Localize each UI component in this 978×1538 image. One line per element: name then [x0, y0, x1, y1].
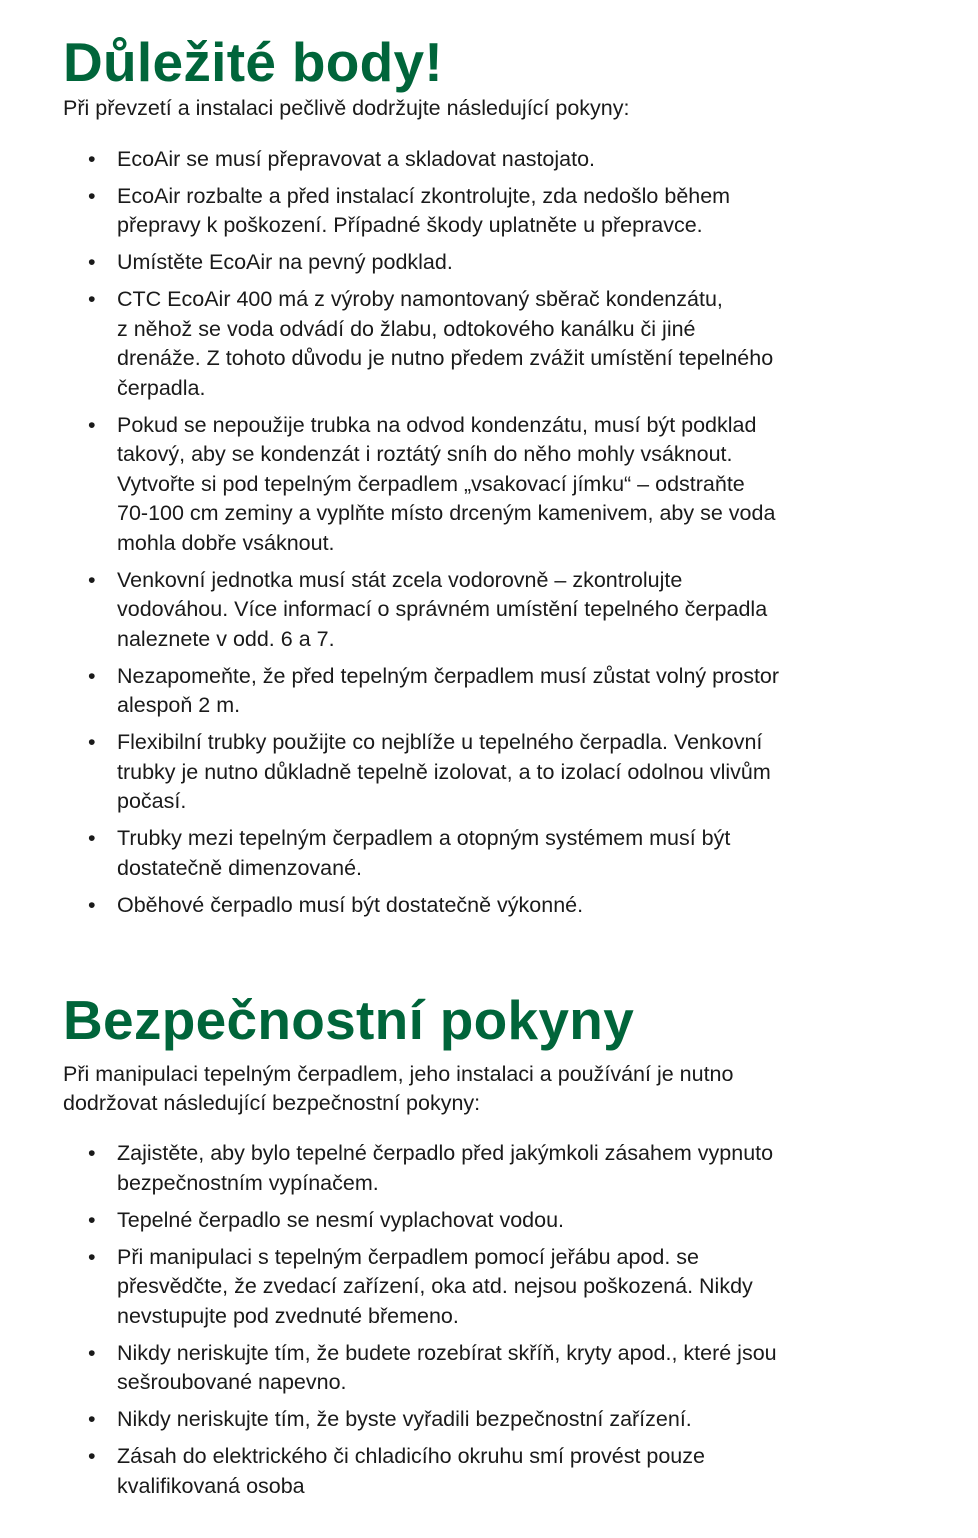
list-item-text: Tepelné čerpadlo se nesmí vyplachovat vodou.	[117, 1207, 564, 1232]
list-item	[63, 566, 978, 655]
list-item-text: CTC EcoAir 400 má z výroby namontovaný sběrač kondenzátu, z něhož se voda odvádí do žlabu, odtokového kanálku či jiné drenáže. Z tohoto důvodu je nutno předem zvážit umístění tepelného čerpadla.	[117, 287, 774, 400]
important-points-list	[63, 145, 978, 921]
list-item	[63, 1405, 978, 1435]
list-item	[63, 891, 978, 921]
section-title: Bezpečnostní pokyny	[63, 989, 635, 1051]
bullet-icon: •	[88, 892, 96, 917]
list-item	[63, 1442, 978, 1501]
bullet-icon: •	[88, 146, 96, 171]
bullet-icon: •	[88, 1407, 96, 1431]
list-item	[63, 1243, 978, 1332]
list-item	[63, 285, 978, 403]
list-item-text: Pokud se nepoužije trubka na odvod kondenzátu, musí být podklad takový, aby se kondenzát i roztátý sníh do něho mohly vsáknout. Vytvořte si pod tepelným čerpadlem „vsakovací jímku“ – odstraňte 70-100 cm zeminy a vyplňte místo drceným kamenivem, aby se voda mohla dobře vsáknout.	[117, 412, 776, 555]
bullet-icon: •	[88, 1340, 96, 1365]
bullet-icon: •	[88, 663, 96, 688]
safety-instructions-section	[63, 989, 978, 1501]
section-intro: Při manipulaci tepelným čerpadlem, jeho instalaci a používání je nutno dodržovat následující bezpečnostní pokyny:	[63, 1062, 734, 1115]
list-item-text: Nikdy neriskujte tím, že byste vyřadili bezpečnostní zařízení.	[117, 1407, 692, 1431]
list-item-text: Nezapomeňte, že před tepelným čerpadlem musí zůstat volný prostor alespoň 2 m.	[117, 663, 780, 717]
list-item-text: EcoAir rozbalte a před instalací zkontrolujte, zda nedošlo během přepravy k poškození. Případné škody uplatněte u přepravce.	[117, 183, 731, 237]
bullet-icon: •	[88, 730, 96, 754]
list-item	[63, 1206, 978, 1236]
list-item-text: Venkovní jednotka musí stát zcela vodorovně – zkontrolujte vodováhou. Více informací o správném umístění tepelného čerpadla naleznete v odd. 6 a 7.	[117, 567, 768, 651]
section-intro: Při převzetí a instalaci pečlivě dodržujte následující pokyny:	[63, 96, 630, 120]
section-title: Důležité body!	[63, 31, 444, 93]
bullet-icon: •	[88, 826, 96, 850]
list-item-text: Nikdy neriskujte tím, že budete rozebírat skříň, kryty apod., které jsou sešroubované napevno.	[117, 1340, 777, 1394]
bullet-icon: •	[88, 183, 96, 208]
list-item	[63, 824, 978, 883]
bullet-icon: •	[88, 287, 96, 311]
list-item	[63, 182, 978, 241]
bullet-icon: •	[88, 1444, 96, 1468]
bullet-icon: •	[88, 250, 96, 274]
bullet-icon: •	[88, 412, 96, 437]
list-item	[63, 248, 978, 278]
list-item-text: Trubky mezi tepelným čerpadlem a otopným systémem musí být dostatečně dimenzované.	[117, 826, 731, 880]
list-item	[63, 1139, 978, 1198]
list-item-text: Umístěte EcoAir na pevný podklad.	[117, 250, 453, 274]
list-item	[63, 728, 978, 817]
bullet-icon: •	[88, 1207, 96, 1232]
list-item-text: Zajistěte, aby bylo tepelné čerpadlo před jakýmkoli zásahem vypnuto bezpečnostním vypínačem.	[117, 1141, 774, 1195]
list-item-text: Zásah do elektrického či chladicího okruhu smí provést pouze kvalifikovaná osoba	[117, 1444, 705, 1498]
bullet-icon: •	[88, 1141, 96, 1165]
list-item	[63, 145, 978, 175]
list-item	[63, 411, 978, 559]
list-item-text: Při manipulaci s tepelným čerpadlem pomocí jeřábu apod. se přesvědčte, že zvedací zařízení, oka atd. nejsou poškozená. Nikdy nevstupujte pod zvednuté břemeno.	[117, 1244, 753, 1328]
bullet-icon: •	[88, 567, 96, 592]
list-item-text: Oběhové čerpadlo musí být dostatečně výkonné.	[117, 892, 584, 917]
list-item	[63, 662, 978, 721]
important-points-section	[63, 0, 978, 920]
list-item-text: Flexibilní trubky použijte co nejblíže u tepelného čerpadla. Venkovní trubky je nutno důkladně tepelně izolovat, a to izolací odolnou vlivům počasí.	[117, 730, 771, 813]
bullet-icon: •	[88, 1244, 96, 1269]
list-item	[63, 1339, 978, 1398]
list-item-text: EcoAir se musí přepravovat a skladovat nastojato.	[117, 146, 596, 171]
safety-instructions-list	[63, 1139, 978, 1501]
